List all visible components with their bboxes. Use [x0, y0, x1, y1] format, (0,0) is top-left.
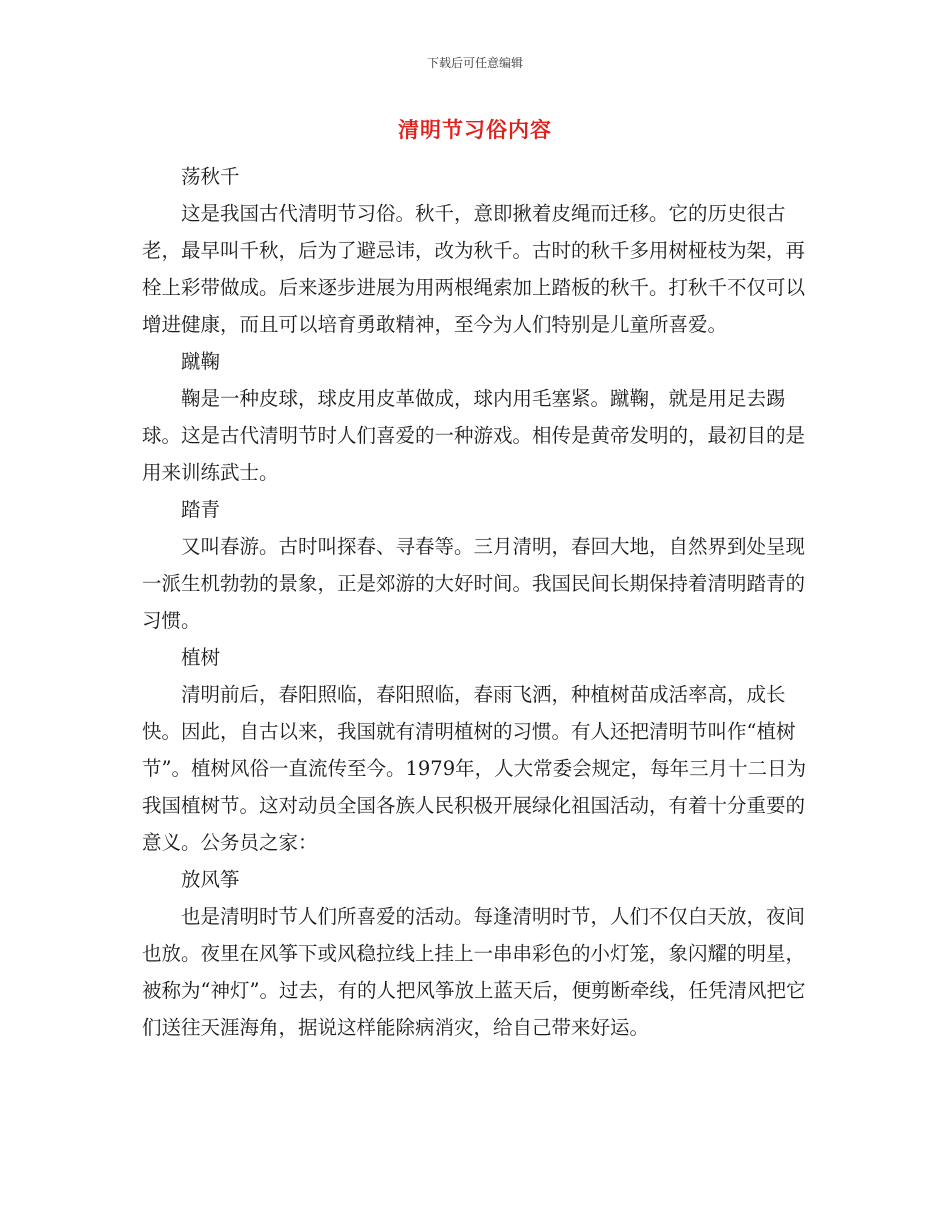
section-paragraph-kite: 也是清明时节人们所喜爱的活动。每逢清明时节，人们不仅白天放，夜间也放。夜里在风筝下或风稳拉线上挂上一串串彩色的小灯笼，象闪耀的明星，被称为“神灯”。过去，有的人把风筝放上蓝天后，便剪断牵线，任凭清风把它们送往天涯海角，据说这样能除病消灾，给自己带来好运。	[142, 905, 806, 1039]
document-body	[142, 158, 810, 1046]
document-title: 清明节习俗内容	[398, 118, 552, 142]
section-paragraph-swing: 这是我国古代清明节习俗。秋千，意即揪着皮绳而迁移。它的历史很古老，最早叫千秋，后为了避忌讳，改为秋千。古时的秋千多用树桠枝为架，再栓上彩带做成。后来逐步进展为用两根绳索加上踏板的秋千。打秋千不仅可以增进健康，而且可以培育勇敢精神，至今为人们特别是儿童所喜爱。	[142, 202, 806, 336]
section-paragraph-tree-planting: 清明前后，春阳照临，春阳照临，春雨飞洒，种植树苗成活率高，成长快。因此，自古以来，我国就有清明植树的习惯。有人还把清明节叫作“植树节”。植树风俗一直流传至今。1979年，人大常委会规定，每年三月十二日为我国植树节。这对动员全国各族人民积极开展绿化祖国活动，有着十分重要的意义。公务员之家：	[142, 683, 807, 854]
section-heading-kite: 放风筝	[181, 868, 240, 891]
section-paragraph-outing: 又叫春游。古时叫探春、寻春等。三月清明，春回大地，自然界到处呈现一派生机勃勃的景象，正是郊游的大好时间。我国民间长期保持着清明踏青的习惯。	[142, 535, 806, 632]
section-heading-cuju: 蹴鞠	[181, 350, 221, 373]
section-heading-outing: 踏青	[181, 498, 221, 521]
section-heading-tree-planting: 植树	[181, 646, 221, 669]
section-paragraph-cuju: 鞠是一种皮球，球皮用皮革做成，球内用毛塞紧。蹴鞠，就是用足去踢球。这是古代清明节时人们喜爱的一种游戏。相传是黄帝发明的，最初目的是用来训练武士。	[142, 387, 806, 484]
header-note: 下载后可任意编辑	[426, 56, 523, 70]
section-heading-swing: 荡秋千	[181, 165, 240, 188]
